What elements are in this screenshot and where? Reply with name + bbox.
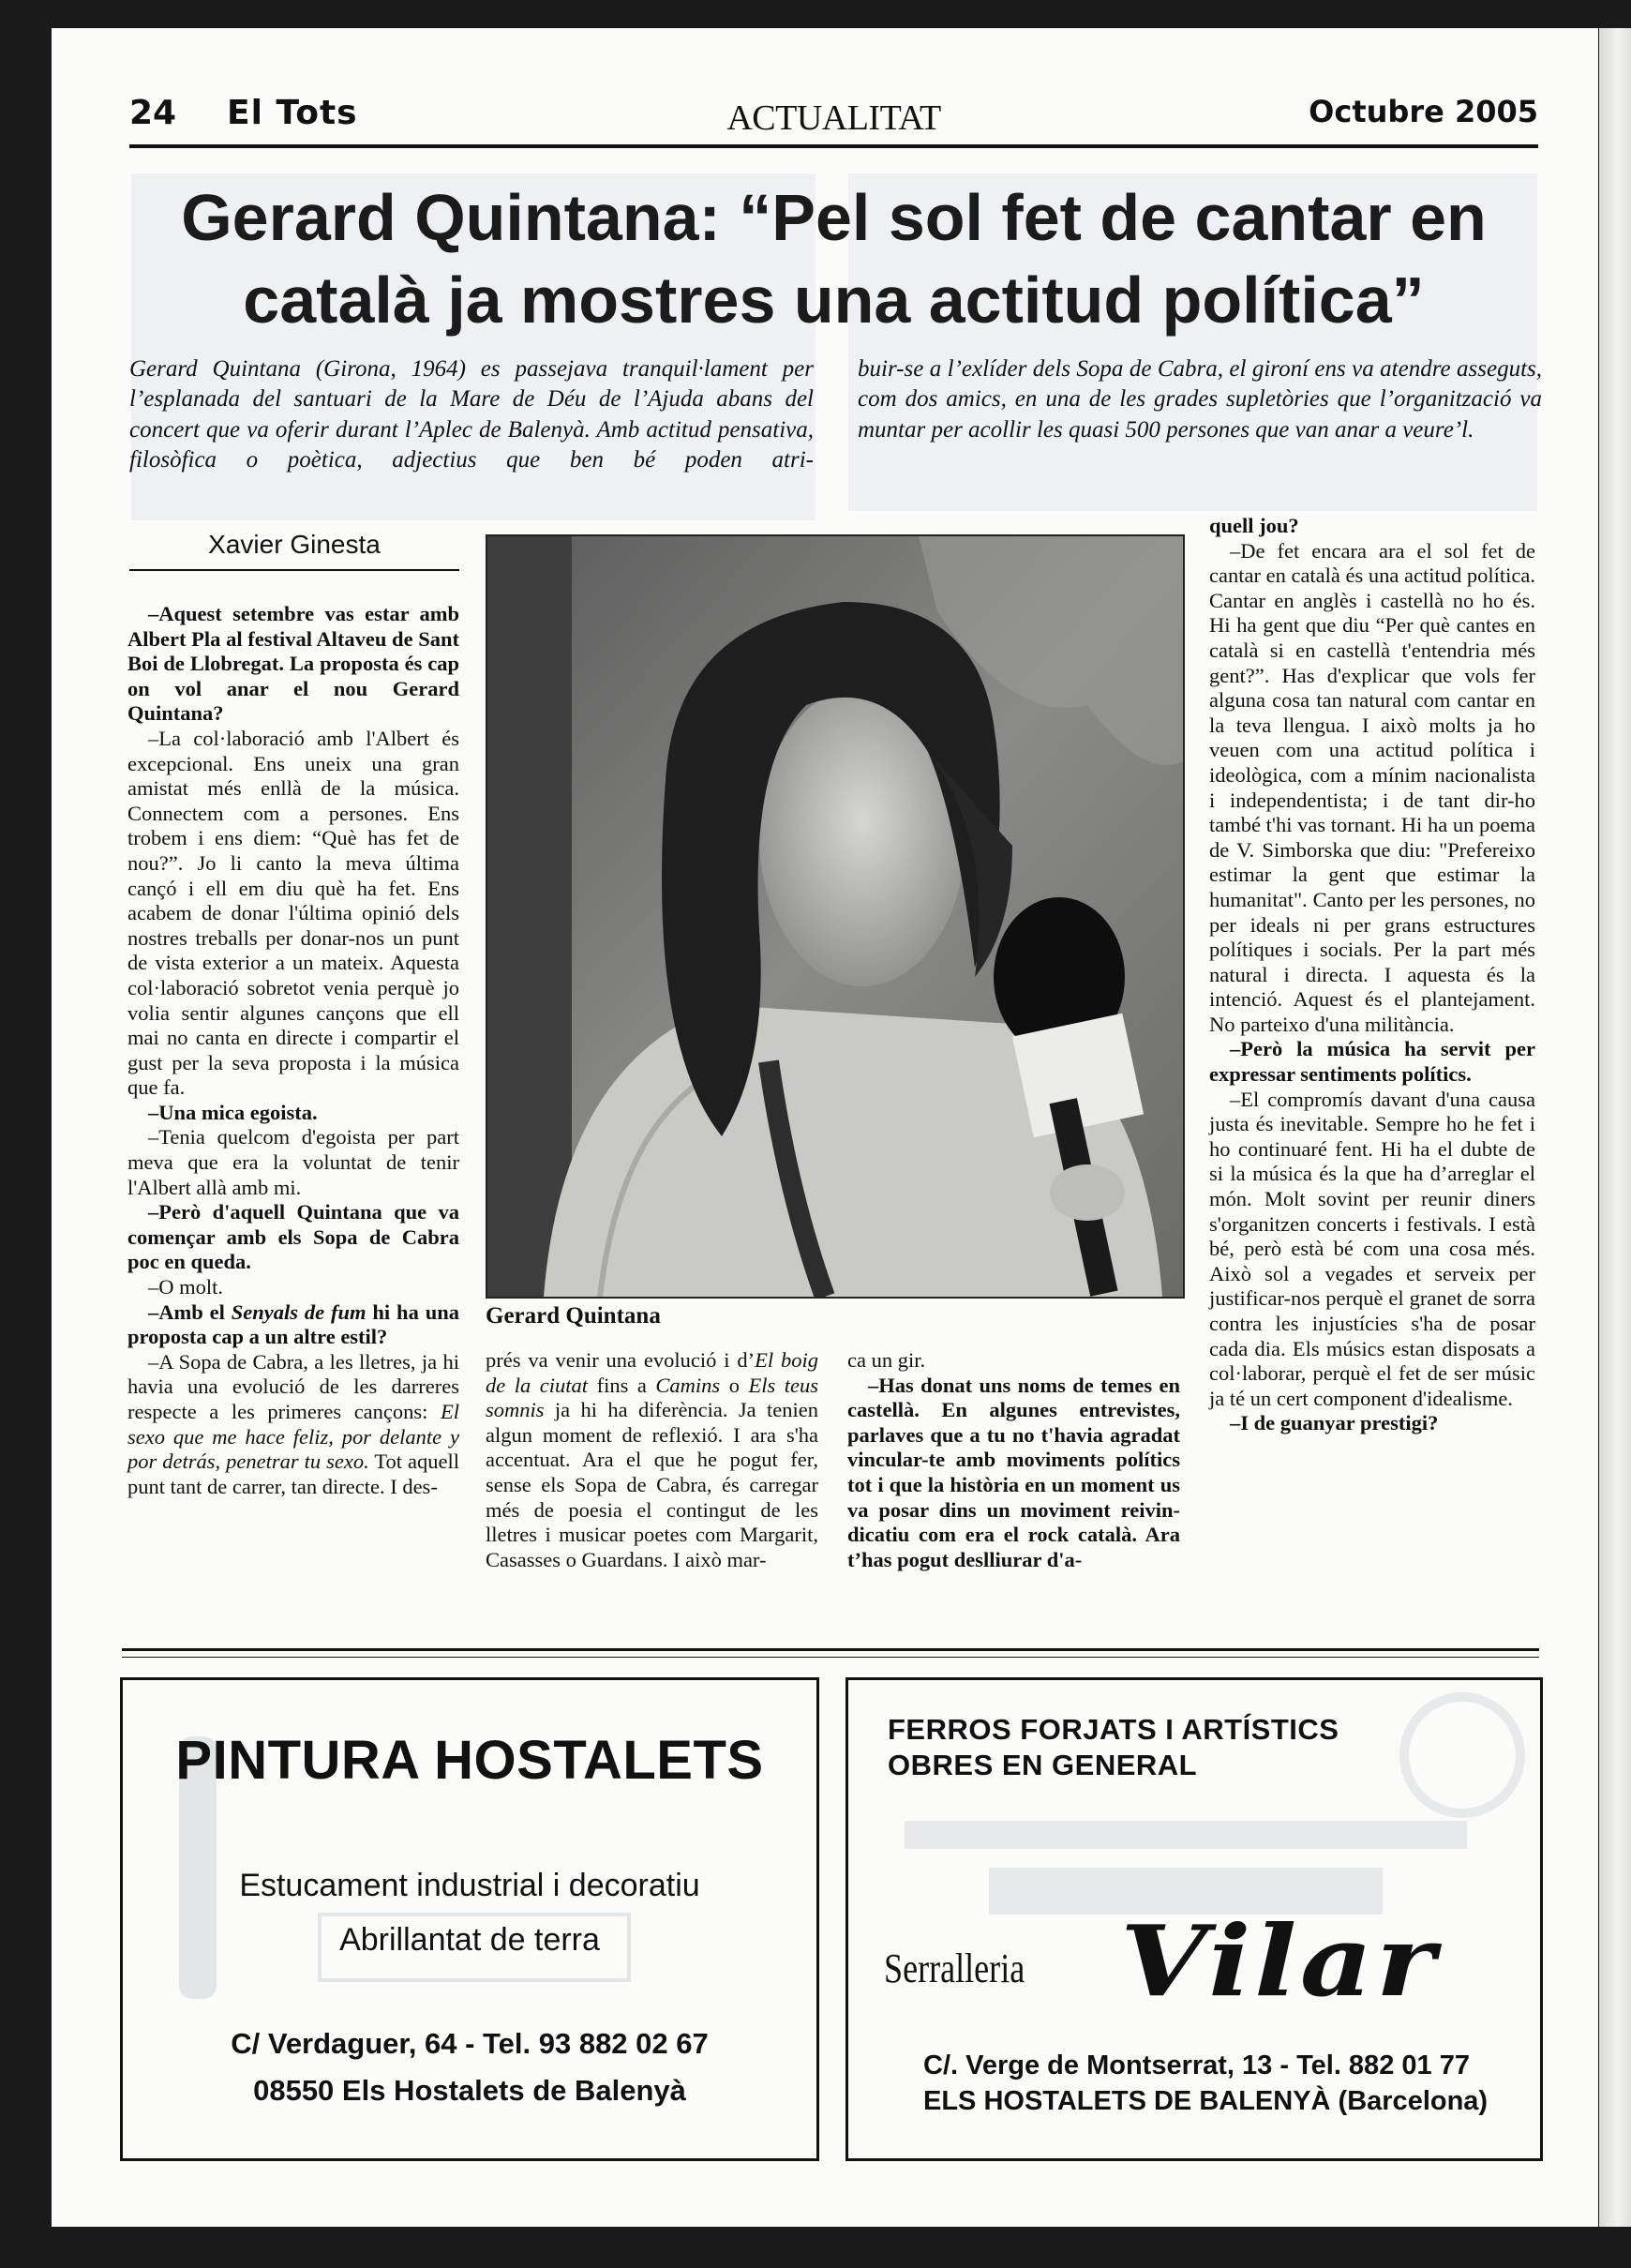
question: –Però d'aquell Quintana que va començar amb els Sopa de Cabra poc en queda. (127, 1200, 459, 1274)
ad-town: 08550 Els Hostalets de Balenyà (253, 2074, 686, 2107)
page-number: 24 (129, 94, 177, 132)
question: –I de guanyar prestigi? (1230, 1411, 1439, 1435)
advertisement-pintura-hostalets (120, 1677, 819, 2161)
photo-caption: Gerard Quintana (486, 1303, 661, 1329)
byline: Xavier Ginesta (129, 530, 459, 571)
advertisement-serralleria-vilar (845, 1677, 1543, 2161)
question: –Una mica egoista. (148, 1100, 318, 1124)
publication-name: El Tots (227, 94, 358, 132)
lead-paragraph-left: Gerard Quintana (Girona, 1964) es passejava tranquil·lament per l’esplanada del santuari de la Mare de Déu de l’Ajuda abans del concert que va oferir durant l’Aplec de Balenyà. Amb actitud pensativa, filosòfica o poètica, adjectius que ben bé poden atri- (129, 356, 814, 473)
ad-business-type: Serralleria (884, 1945, 1025, 1991)
ad-service-line: Estucament industrial i decoratiu (239, 1868, 700, 1903)
title-line-2: català ja mostres una actitud política” (243, 263, 1425, 337)
photo-illustration (487, 536, 1183, 1297)
section-name: ACTUALITAT (726, 98, 941, 138)
question: –Has donat uns noms de temes en castellà. En algunes entrevistes, parlaves que a tu no t'havia agradat vincular-te amb moviments polítics tot i que la història en un moment us va posar dins un moviment reivindicatiu com era el rock català. Ara t’has pogut deslliurar d'a- (847, 1373, 1180, 1571)
issue-date: Octubre 2005 (1309, 94, 1538, 129)
text-column-1 (127, 602, 459, 1499)
answer: prés va venir una evolució i d’El boig de la ciutat fins a Camins o Els teus somnis ja hi ha diferència. Ja tenien algun moment de reflexió. I ara s'ha accentuat. Ara el que he pogut fer, sense els Sopa de Cabra, és carregar més de poesia el contingut de les lletres i musicar poetes com Margarit, Casasses o Guardans. I això mar- (486, 1348, 818, 1571)
ad-heading: FERROS FORJATS I ARTÍSTICS (888, 1713, 1339, 1746)
interview-photo (486, 534, 1185, 1299)
ad-separator-rule (122, 1648, 1539, 1651)
ad-town: ELS HOSTALETS DE BALENYÀ (Barcelona) (923, 2086, 1489, 2116)
ad-address: C/ Verdaguer, 64 - Tel. 93 882 02 67 (231, 2027, 709, 2060)
answer: –A Sopa de Cabra, a les lletres, ja hi havia una evolució de les darreres respecte a les primeres cançons: El sexo que me hace feliz, por delante y por detrás, penetrar tu sexo. Tot aquell punt tant de carrer, tan directe. I des- (127, 1349, 459, 1498)
lead-paragraph-right: buir-se a l’exlíder dels Sopa de Cabra, el gironí ens va atendre asseguts, com dos amics, en una de les grades supletòries que l’organització va muntar per acollir les quasi 500 persones que van anar a veure’l. (858, 356, 1542, 443)
ad-heading: OBRES EN GENERAL (888, 1749, 1198, 1781)
answer: –La col·laboració amb l'Albert és excepcional. Ens uneix una gran amistat més enllà de la música. Connectem com a persones. Ens trobem i ens diem: “Què has fet de nou?”. Jo li canto la meva última cançó i ell em diu què ha fet. Ens acabem de donar l'última opinió dels nostres treballs per donar-nos un punt de vista exterior a un mateix. Aquesta col·laboració sobretot venia perquè jo volia sentir algunes cançons que ell mai no canta en directe i compartir el gust per la seva proposta i la música que fa. (127, 726, 459, 1100)
ad-address: C/. Verge de Montserrat, 13 - Tel. 882 01 77 (923, 2050, 1470, 2080)
answer: –De fet encara ara el sol fet de cantar en català és una actitud política. Cantar en anglès i castellà no ho és. Hi ha gent que diu “Per què cantes en català si en castellà t'entendria més gent?”. Has d'explicar que vols fer alguna cosa tan natural com cantar en la teva llengua. I això molts ja ho veuen com una actitud política i ideològica, com a mínim nacionalista i independentista; i de tant dir-ho també t'hi vas tornant. Hi ha un poema de V. Simborska que diu: "Prefereixo estimar la gent que estimar la humanitat". Canto per les persones, no per ideals ni per grans estructures polítiques i socials. Per la part més natural i directa. I aquesta és la intenció. Aquest és el plantejament. No parteixo d'una militància. (1209, 538, 1535, 1036)
question: –Aquest setembre vas estar amb Albert Pla al festival Altaveu de Sant Boi de Llobregat. La proposta és cap on vol anar el nou Gerard Quintana? (127, 602, 459, 726)
ad-title: PINTURA HOSTALETS (175, 1730, 764, 1791)
title-line-1: Gerard Quintana: “Pel sol fet de cantar en (181, 181, 1487, 254)
vilar-logo: Vilar (1120, 1903, 1439, 2019)
question: –Però la música ha servit per expressar sentiments polítics. (1209, 1037, 1535, 1087)
next-page-edge (1599, 28, 1631, 2227)
answer: –Tenia quelcom d'egoista per part meva que era la voluntat de tenir l'Albert allà amb mi. (127, 1125, 459, 1199)
page-header (129, 66, 1538, 148)
text-column-4 (1209, 514, 1535, 1436)
ad-service-line: Abrillantat de terra (339, 1922, 600, 1958)
article-title (129, 176, 1538, 341)
answer: –El compromís davant d'una causa justa és inevitable. Sempre ho he fet i ho continuaré fent. Hi ha el dubte de si la música és la que ha d’arreglar el món. Molt sovint per reunir diners s'organitzen concerts i festivals. I està bé, però està bé com una cosa més. Això sol a vegades et serveix per justificar-nos perquè el granet de sorra contra les injustícies s'ha de posar cada dia. Els músics estan disposats a col·laborar, perquè el fet de ser músic ja té un cert component d'idealisme. (1209, 1087, 1535, 1410)
answer: –O molt. (148, 1275, 224, 1299)
ad-separator-rule (122, 1657, 1539, 1658)
question: quell jou? (1209, 514, 1299, 537)
text-column-2 (486, 1348, 818, 1572)
question: –Amb el Senyals de fum hi ha una proposta cap a un altre estil? (127, 1299, 459, 1349)
text-column-3 (847, 1348, 1180, 1572)
answer: ca un gir. (847, 1348, 926, 1372)
